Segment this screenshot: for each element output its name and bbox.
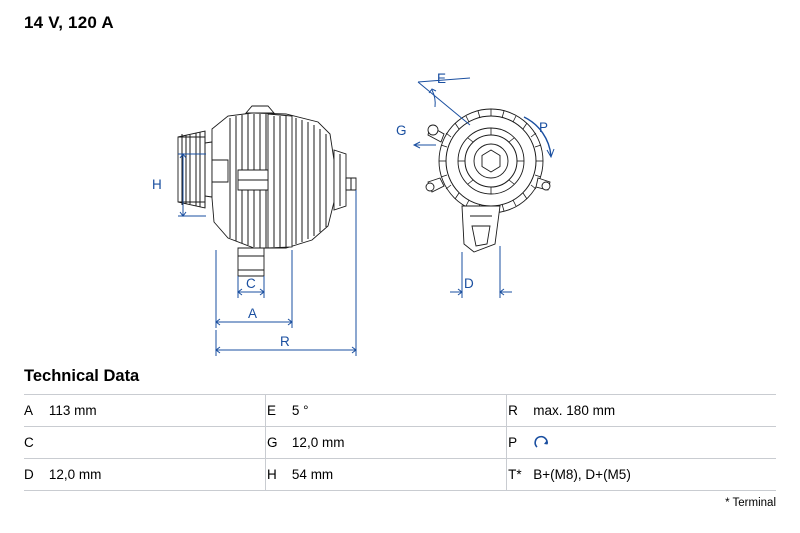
front-mounting-foot [462,206,500,252]
technical-drawing [0,30,800,360]
row-value-p [533,427,776,459]
mounting-foot [238,248,264,276]
mounting-bracket-right [536,178,550,190]
dimension-c [238,276,264,298]
terminal-footnote: * Terminal [725,497,776,509]
row-key-h: H [267,459,292,491]
alternator-front-body [439,109,543,213]
side-view-alternator [152,106,356,356]
dimension-d [450,246,512,298]
rotation-arrow-icon [533,434,553,452]
row-value-g: 12,0 mm [292,427,507,459]
row-key-a: A [24,395,49,427]
dimension-label-e: E [437,71,447,86]
row-key-p: P [508,427,533,459]
dimension-label-r: R [280,334,290,349]
dimension-label-a: A [248,306,258,321]
row-value-e: 5 ° [292,395,507,427]
row-key-d: D [24,459,49,491]
technical-data-table [24,394,776,491]
dimension-label-c: C [246,276,256,291]
row-value-t: B+(M8), D+(M5) [533,459,776,491]
row-value-a: 113 mm [49,395,266,427]
dimension-label-p: P [539,120,549,135]
dimension-label-d: D [464,276,474,291]
row-value-c [49,427,266,459]
row-key-c: C [24,427,49,459]
row-value-d: 12,0 mm [49,459,266,491]
row-key-t: T* [508,459,533,491]
page-title: 14 V, 120 A [24,13,114,32]
row-value-h: 54 mm [292,459,507,491]
table-row [24,427,776,459]
dimension-e [418,71,470,125]
row-key-g: G [267,427,292,459]
dimension-label-g: G [396,123,407,138]
front-view-alternator [396,71,554,298]
row-value-r: max. 180 mm [533,395,776,427]
row-key-r: R [508,395,533,427]
dimension-label-h: H [152,177,162,192]
alternator-housing [212,106,356,248]
table-row [24,459,776,491]
row-key-e: E [267,395,292,427]
technical-data-heading: Technical Data [24,367,140,385]
table-row [24,395,776,427]
